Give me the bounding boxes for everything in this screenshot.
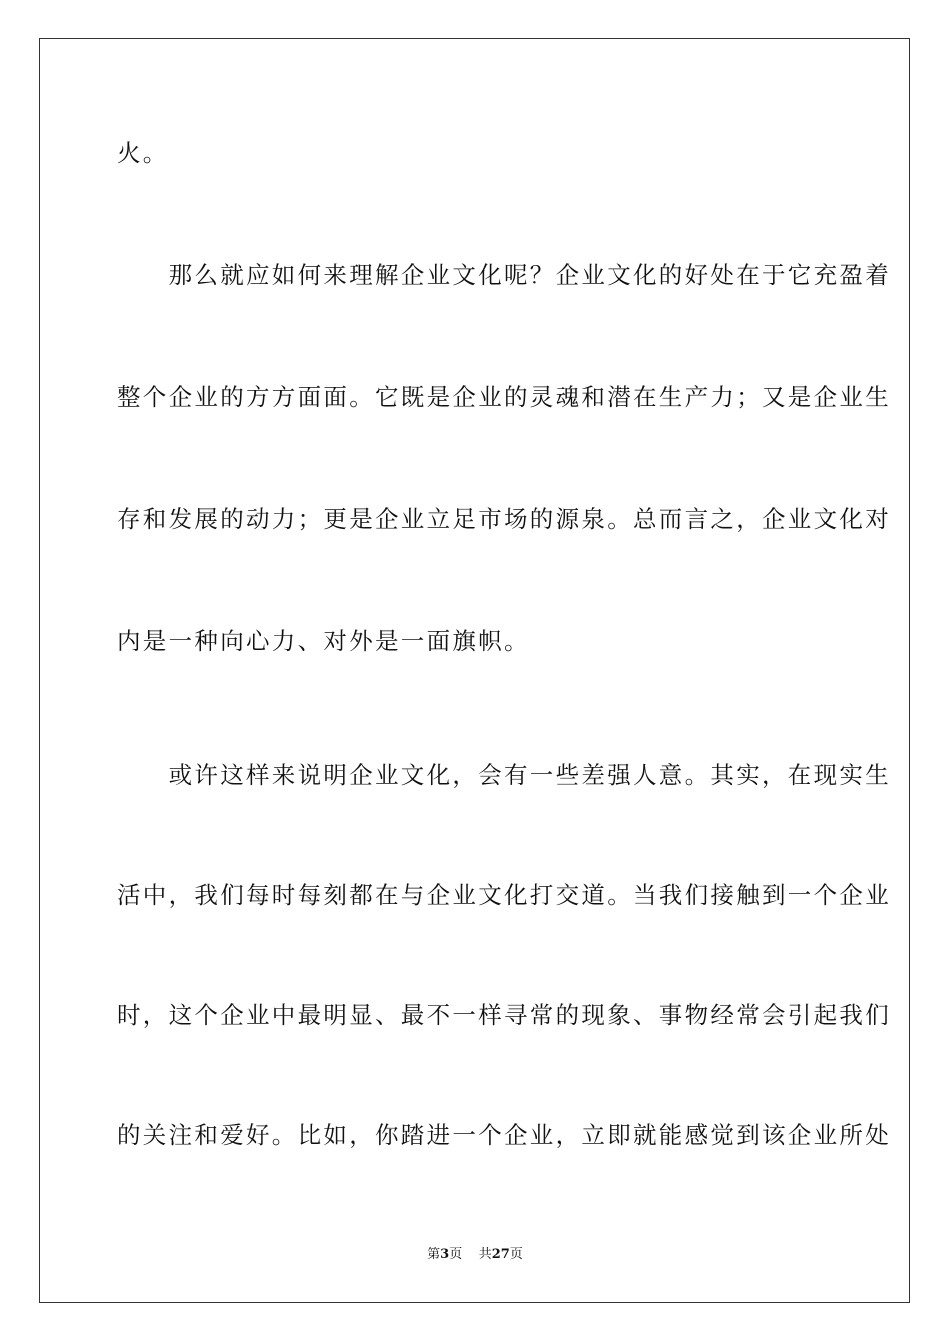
page-suffix: 页 [449, 1247, 463, 1262]
body-text-line: 整个企业的方方面面。它既是企业的灵魂和潜在生产力；又是企业生 [117, 383, 891, 411]
body-text-line: 时，这个企业中最明显、最不一样寻常的现象、事物经常会引起我们 [117, 1001, 891, 1029]
body-text-line: 的关注和爱好。比如，你踏进一个企业，立即就能感觉到该企业所处 [117, 1121, 891, 1149]
body-text-line: 存和发展的动力；更是企业立足市场的源泉。总而言之，企业文化对 [117, 505, 891, 533]
page-border [39, 38, 910, 1303]
page-number: 3 [440, 1247, 450, 1262]
total-prefix: 共 [478, 1247, 492, 1262]
total-pages: 27 [491, 1247, 510, 1262]
body-text-line: 活中，我们每时每刻都在与企业文化打交道。当我们接触到一个企业 [117, 881, 891, 909]
body-text-line: 那么就应如何来理解企业文化呢？企业文化的好处在于它充盈着 [117, 261, 891, 289]
page-prefix: 第 [427, 1247, 441, 1262]
body-text-line: 内是一种向心力、对外是一面旗帜。 [117, 627, 530, 655]
body-text-line: 火。 [117, 139, 169, 167]
total-suffix: 页 [509, 1247, 523, 1262]
page-footer [0, 1246, 950, 1264]
body-text-line: 或许这样来说明企业文化，会有一些差强人意。其实，在现实生 [117, 761, 891, 789]
